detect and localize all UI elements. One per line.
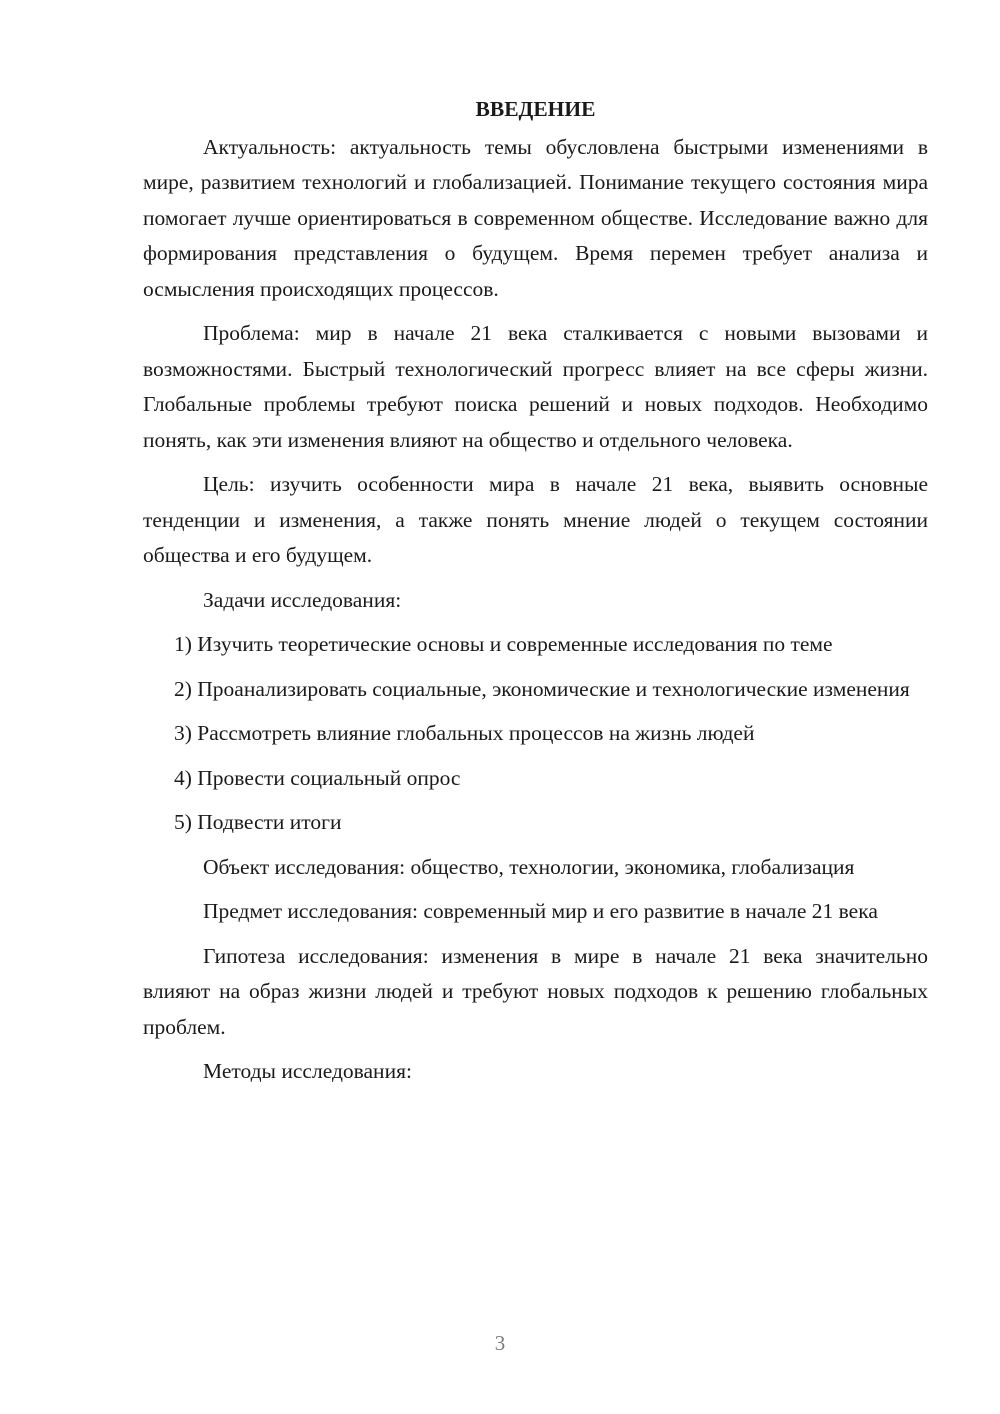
problem-paragraph: Проблема: мир в начале 21 века сталкивается с новыми вызовами и возможностями. Быстрый технологический прогресс влияет на все сферы жизни. Глобальные проблемы требуют поиска решений и новых подходов. Необходимо понять, как эти изменения влияют на общество и отдельного человека. <box>143 321 928 452</box>
document-body <box>143 92 928 1099</box>
subject-paragraph: Предмет исследования: современный мир и его развитие в начале 21 века <box>203 899 878 923</box>
task-item: 5) Подвести итоги <box>174 810 342 834</box>
tasks-heading: Задачи исследования: <box>203 587 402 612</box>
task-item: 1) Изучить теоретические основы и современные исследования по теме <box>174 632 833 656</box>
object-paragraph: Объект исследования: общество, технологии, экономика, глобализация <box>203 854 855 879</box>
relevance-paragraph: Актуальность: актуальность темы обусловлена быстрыми изменениями в мире, развитием технологий и глобализацией. Понимание текущего состояния мира помогает лучше ориентироваться в современном обществе. Исследование важно для формирования представления о будущем. Время перемен требует анализа и осмысления происходящих процессов. <box>143 134 928 301</box>
goal-paragraph: Цель: изучить особенности мира в начале 21 века, выявить основные тенденции и изменения, а также понять мнение людей о текущем состоянии общества и его будущем. <box>143 472 928 567</box>
task-item: 2) Проанализировать социальные, экономические и технологические изменения <box>174 676 910 701</box>
task-item: 3) Рассмотреть влияние глобальных процессов на жизнь людей <box>174 721 755 745</box>
task-item: 4) Провести социальный опрос <box>174 765 461 790</box>
document-title: ВВЕДЕНИЕ <box>475 97 596 121</box>
hypothesis-paragraph: Гипотеза исследования: изменения в мире в начале 21 века значительно влияют на образ жизни людей и требуют новых подходов к решению глобальных проблем. <box>143 943 928 1039</box>
methods-heading: Методы исследования: <box>203 1059 412 1083</box>
page-number: 3 <box>494 1331 506 1355</box>
